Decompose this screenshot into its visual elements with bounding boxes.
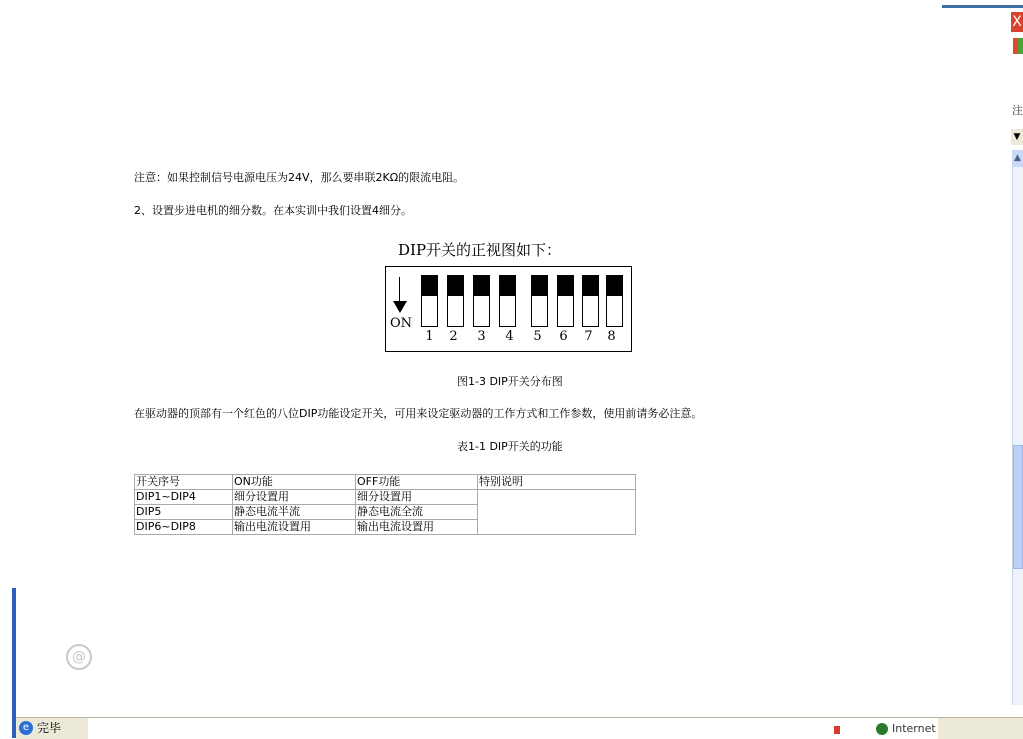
table-cell: DIP6~DIP8	[135, 520, 233, 535]
on-arrow-line	[399, 277, 400, 301]
scroll-up-button[interactable]: ▲	[1012, 150, 1023, 167]
switch-knob	[448, 276, 463, 296]
globe-icon	[876, 723, 888, 735]
side-panel-label: 注	[1012, 104, 1023, 117]
arrow-down-icon	[393, 301, 407, 313]
table-header-row	[135, 475, 636, 490]
table-cell: 细分设置用	[233, 490, 356, 505]
dip-switch-7	[582, 275, 599, 327]
step2-text: 2、设置步进电机的细分数。在本实训中我们设置4细分。	[134, 204, 412, 217]
description-paragraph: 在驱动器的顶部有一个红色的八位DIP功能设定开关，可用来设定驱动器的工作方式和工作参数，使用前请务必注意。	[134, 407, 703, 420]
table-cell: DIP5	[135, 505, 233, 520]
on-label: ON	[390, 316, 413, 331]
switch-knob	[500, 276, 515, 296]
note-text: 注意：如果控制信号电源电压为24V，那么要串联2KΩ的限流电阻。	[134, 171, 465, 184]
switch-number: 8	[607, 329, 616, 344]
switch-number: 2	[449, 329, 458, 344]
status-text: 完毕	[37, 721, 62, 735]
dip-switch-8	[606, 275, 623, 327]
table-row	[135, 490, 636, 505]
table-caption: 表1-1 DIP开关的功能	[457, 440, 563, 453]
switch-knob	[583, 276, 598, 296]
switch-number: 5	[533, 329, 542, 344]
status-field	[88, 718, 938, 739]
vertical-scrollbar[interactable]	[1012, 150, 1023, 705]
figure-caption: 图1-3 DIP开关分布图	[457, 375, 563, 388]
switch-knob	[607, 276, 622, 296]
switch-knob	[532, 276, 547, 296]
dip-switch-2	[447, 275, 464, 327]
dip-figure-title: DIP开关的正视图如下：	[398, 241, 562, 259]
close-button[interactable]: X	[1012, 14, 1022, 30]
dip-switch-4	[499, 275, 516, 327]
dip-switch-1	[421, 275, 438, 327]
table-cell: 输出电流设置用	[233, 520, 356, 535]
switch-number: 6	[559, 329, 568, 344]
window-edge	[12, 588, 16, 738]
window-title-bar-fragment	[942, 5, 1023, 8]
switch-knob	[558, 276, 573, 296]
watermark-logo-icon: @	[66, 644, 92, 670]
security-icon	[834, 726, 840, 734]
windows-logo-icon	[1013, 38, 1023, 54]
dip-switch-diagram	[385, 266, 632, 352]
table-cell: 细分设置用	[356, 490, 478, 505]
switch-knob	[474, 276, 489, 296]
table-header-cell: ON功能	[233, 475, 356, 490]
dip-switch-6	[557, 275, 574, 327]
switch-knob	[422, 276, 437, 296]
switch-number: 7	[584, 329, 593, 344]
special-note-cell	[478, 490, 636, 535]
scrollbar-thumb[interactable]	[1013, 445, 1023, 569]
dip-switch-3	[473, 275, 490, 327]
table-header-cell: OFF功能	[356, 475, 478, 490]
dip-function-table	[134, 474, 636, 535]
table-cell: 静态电流全流	[356, 505, 478, 520]
security-zone-label: Internet	[892, 722, 936, 735]
chevron-down-icon[interactable]: ▼	[1011, 128, 1023, 145]
table-cell: 静态电流半流	[233, 505, 356, 520]
ie-page-icon: e	[19, 721, 33, 735]
switch-number: 4	[505, 329, 514, 344]
dip-switch-5	[531, 275, 548, 327]
table-cell: 输出电流设置用	[356, 520, 478, 535]
switch-number: 3	[477, 329, 486, 344]
table-header-cell: 开关序号	[135, 475, 233, 490]
table-cell: DIP1~DIP4	[135, 490, 233, 505]
switch-number: 1	[425, 329, 434, 344]
table-header-cell: 特别说明	[478, 475, 636, 490]
status-bar	[16, 717, 1023, 739]
